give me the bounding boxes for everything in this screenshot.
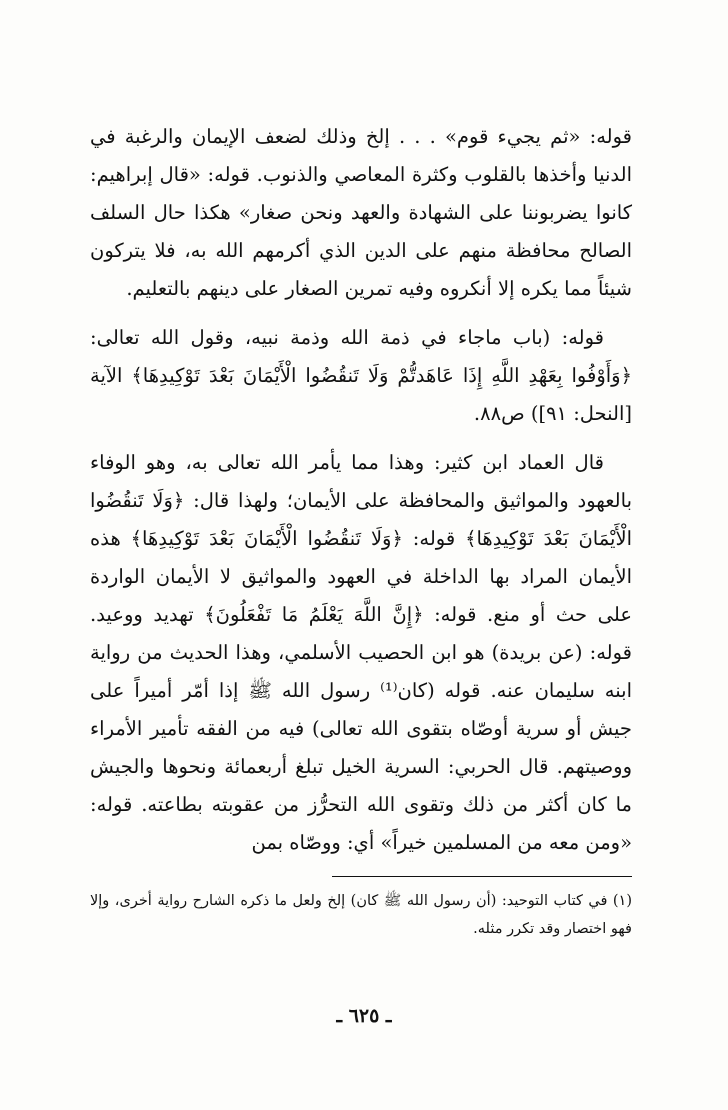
footnote-separator	[332, 876, 632, 877]
paragraph-3: قال العماد ابن كثير: وهذا مما يأمر الله تعالى به، وهو الوفاء بالعهود والمواثيق والمحافظة على الأيمان؛ ولهذا قال: ﴿وَلَا تَنقُضُوا الْأَيْمَانَ بَعْدَ تَوْكِيدِهَا﴾ قوله: ﴿وَلَا تَنقُضُوا الْأَيْمَانَ بَعْدَ تَوْكِيدِهَا﴾ هذه الأيمان المراد بها الداخلة في العهود والمواثيق لا الأيمان الواردة على حث أو منع. قوله: ﴿إِنَّ اللَّهَ يَعْلَمُ مَا تَفْعَلُونَ﴾ تهديد ووعيد. قوله: (عن بريدة) هو ابن الحصيب الأسلمي، وهذا الحديث من رواية ابنه سليمان عنه. قوله (كان⁽¹⁾ رسول الله ﷺ إذا أمّر أميراً على جيش أو سرية أوصّاه بتقوى الله تعالى) فيه من الفقه تأمير الأمراء ووصيتهم. قال الحربي: السرية الخيل تبلغ أربعمائة ونحوها والجيش ما كان أكثر من ذلك وتقوى الله التحرُّز من عقوبته بطاعته. قوله: «ومن معه من المسلمين خيراً» أي: ووصّاه بمن	[90, 451, 632, 854]
page-number: ـ ٦٢٥ ـ	[336, 1005, 392, 1027]
footnote-area	[90, 887, 632, 943]
paragraph-2: قوله: (باب ماجاء في ذمة الله وذمة نبيه، وقول الله تعالى: ﴿وَأَوْفُوا بِعَهْدِ اللَّهِ إِذَا عَاهَدتُّمْ وَلَا تَنقُضُوا الْأَيْمَانَ بَعْدَ تَوْكِيدِهَا﴾ الآية [النحل: ٩١]) ص٨٨.	[90, 326, 632, 425]
footnote-1: (١) في كتاب التوحيد: (أن رسول الله ﷺ كان) إلخ ولعل ما ذكره الشارح رواية أخرى، وإلا فهو اختصار وقد تكرر مثله.	[90, 893, 632, 937]
main-text	[90, 118, 632, 862]
paragraph-1: قوله: «ثم يجيء قوم» . . . إلخ وذلك لضعف الإيمان والرغبة في الدنيا وأخذها بالقلوب وكثرة المعاصي والذنوب. قوله: «قال إبراهيم: كانوا يضربوننا على الشهادة والعهد ونحن صغار» هكذا حال السلف الصالح محافظة منهم على الدين الذي أكرمهم الله به، فلا يتركون شيئاً مما يكره إلا أنكروه وفيه تمرين الصغار على دينهم بالتعليم.	[90, 125, 632, 300]
